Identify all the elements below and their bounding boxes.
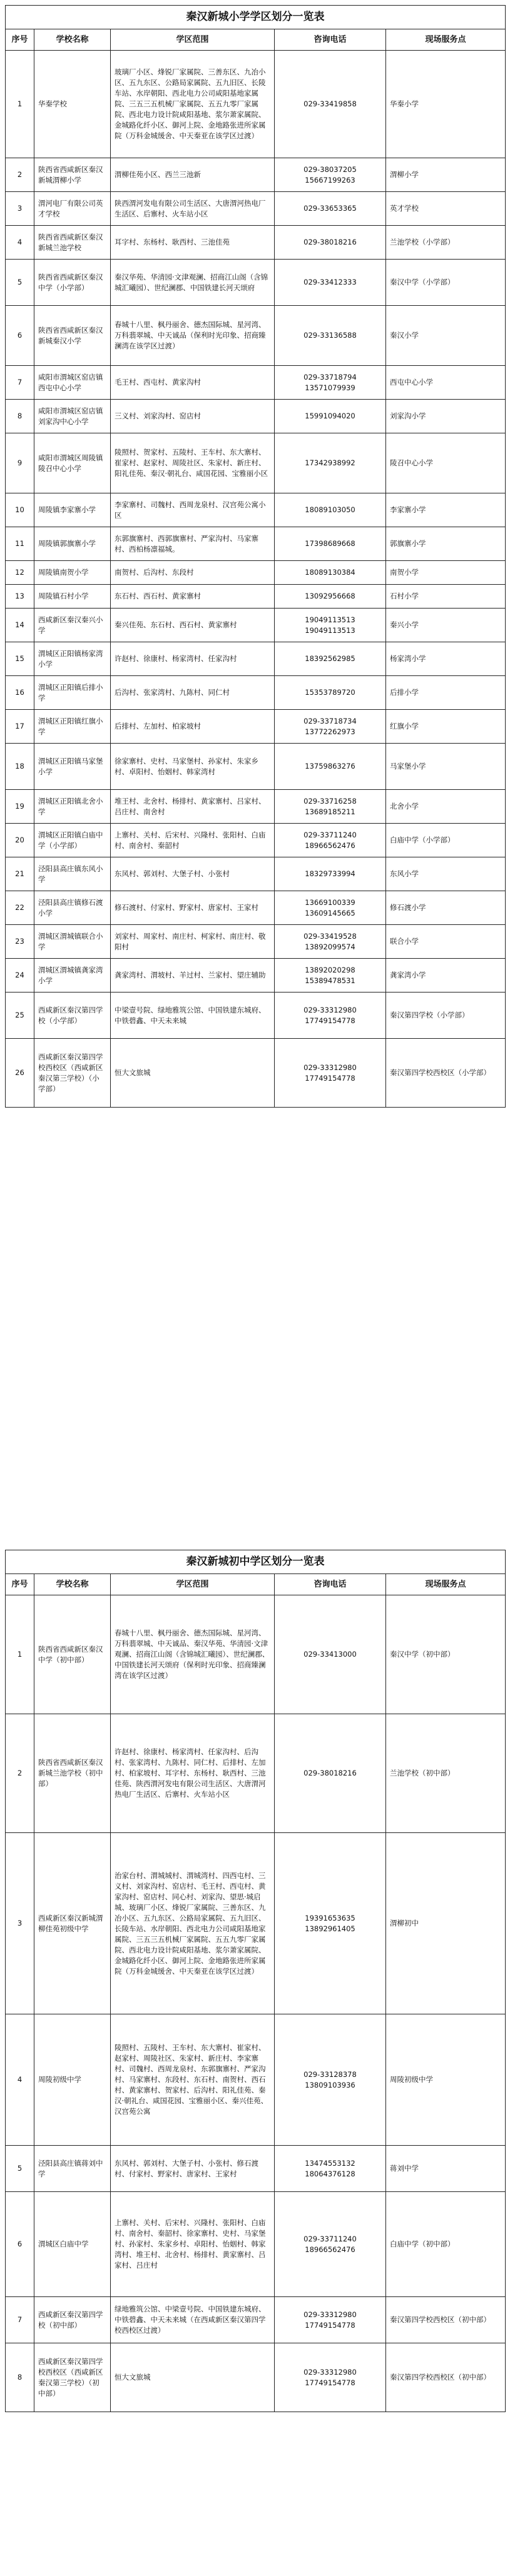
phone-cell: 029-33128378 13809103936 bbox=[275, 2014, 386, 2146]
phone-cell: 029-33718794 13571079939 bbox=[275, 366, 386, 400]
table-row bbox=[6, 2014, 506, 2146]
table-row bbox=[6, 561, 506, 585]
district-range-cell: 春城十八里、枫丹丽舍、德杰国际城、星河湾、万科翡翠城、中天诚品、秦汉华苑、华清园·文津观澜、招商江山阁（含锦城汇曦园）、世纪澜郡、中国铁建长河天颂府（保利时光印象、招商臻澜湾在该学区过渡） bbox=[111, 1595, 275, 1714]
table-row bbox=[6, 226, 506, 260]
phone-cell: 029-33711240 18966562476 bbox=[275, 824, 386, 857]
service-site-cell: 渭柳初中 bbox=[386, 1833, 506, 2014]
header-index: 序号 bbox=[6, 29, 34, 51]
index-cell: 24 bbox=[6, 959, 34, 993]
service-site-cell: 白庙中学（小学部） bbox=[386, 824, 506, 857]
table-row bbox=[6, 1039, 506, 1108]
school-name-cell: 渭城区白庙中学 bbox=[34, 2192, 111, 2297]
service-site-cell: 秦汉第四学校西校区（初中部） bbox=[386, 2343, 506, 2412]
service-site-cell: 郭旗寨小学 bbox=[386, 527, 506, 561]
index-cell: 8 bbox=[6, 2343, 34, 2412]
table-row bbox=[6, 790, 506, 824]
phone-cell: 029-33653365 bbox=[275, 192, 386, 226]
district-range-cell: 堆王村、北舍村、杨排村、黄家寨村、吕家村、吕庄村、南舍村 bbox=[111, 790, 275, 824]
school-name-cell: 华秦学校 bbox=[34, 51, 111, 158]
service-site-cell: 兰池学校（小学部） bbox=[386, 226, 506, 260]
index-cell: 9 bbox=[6, 433, 34, 493]
service-site-cell: 秦兴小学 bbox=[386, 609, 506, 642]
district-range-cell: 治家台村、渭城城村、渭城湾村、四西屯村、三义村、刘家沟村、窑店村、毛王村、西屯村、黄家沟村、窑店村、同心村、刘家沟、望思·城启城、玻璃厂小区、烽锐厂家属院、三善东区、九冶小区、五九东区、公路局家属院、五九旧区、长陵车站、水岸朝阳、西北电力公司咸阳基地家属院、三五三五机械厂家属院、五五九零厂家属院、西北电力设计院咸阳基地、浆尔萧家属院、金城路化纤小区、御河上院、金地路张进所家属院（万科金城缓舍、中天秦亚在该学区过渡） bbox=[111, 1833, 275, 2014]
primary-header-row bbox=[6, 29, 506, 51]
table-row bbox=[6, 1595, 506, 1714]
district-range-cell: 耳字村、东杨村、耿西村、三池佳苑 bbox=[111, 226, 275, 260]
district-range-cell: 刘家村、周家村、南庄村、柯家村、南庄村、敬阳村 bbox=[111, 925, 275, 959]
phone-cell: 029-38018216 bbox=[275, 1714, 386, 1833]
district-range-cell: 东风村、郭刘村、大堡子村、小张村 bbox=[111, 857, 275, 891]
index-cell: 11 bbox=[6, 527, 34, 561]
service-site-cell: 龚家湾小学 bbox=[386, 959, 506, 993]
school-name-cell: 渭城区正阳镇杨家湾小学 bbox=[34, 642, 111, 676]
school-name-cell: 咸阳市渭城区周陵镇陵召中心小学 bbox=[34, 433, 111, 493]
service-site-cell: 华秦小学 bbox=[386, 51, 506, 158]
school-name-cell: 周陵镇李家寨小学 bbox=[34, 493, 111, 527]
phone-cell: 15353789720 bbox=[275, 676, 386, 710]
table-row bbox=[6, 192, 506, 226]
school-name-cell: 咸阳市渭城区窑店镇刘家沟中心小学 bbox=[34, 400, 111, 433]
service-site-cell: 秦汉中学（初中部） bbox=[386, 1595, 506, 1714]
school-name-cell: 西咸新区秦汉第四学校西校区（西咸新区秦汉第三学校）（初中部） bbox=[34, 2343, 111, 2412]
index-cell: 2 bbox=[6, 1714, 34, 1833]
index-cell: 22 bbox=[6, 891, 34, 925]
district-range-cell: 后排村、左加村、柏家坡村 bbox=[111, 710, 275, 744]
school-name-cell: 咸阳市渭城区窑店镇西屯中心小学 bbox=[34, 366, 111, 400]
district-range-cell: 许赵村、徐康村、杨家湾村、任家沟村、后沟村、张家湾村、九陈村、同仁村、后排村、左加村、柏家坡村、耳字村、东杨村、耿西村、三池佳苑、陕西渭河发电有限公司生活区、大唐渭河热电厂生活区、后寨村、火车站小区 bbox=[111, 1714, 275, 1833]
district-range-cell: 春城十八里、枫丹丽舍、德杰国际城、星河湾、万科翡翠城、中天诚品（保利时光印象、招商臻澜湾在该学区过渡） bbox=[111, 306, 275, 366]
index-cell: 1 bbox=[6, 51, 34, 158]
phone-cell: 19049113513 19049113513 bbox=[275, 609, 386, 642]
school-name-cell: 周陵镇郭旗寨小学 bbox=[34, 527, 111, 561]
district-range-cell: 三义村、刘家沟村、窑店村 bbox=[111, 400, 275, 433]
header-index: 序号 bbox=[6, 1574, 34, 1595]
table-row bbox=[6, 2192, 506, 2297]
index-cell: 6 bbox=[6, 306, 34, 366]
table-row bbox=[6, 51, 506, 158]
table-row bbox=[6, 993, 506, 1039]
index-cell: 12 bbox=[6, 561, 34, 585]
service-site-cell: 英才学校 bbox=[386, 192, 506, 226]
index-cell: 20 bbox=[6, 824, 34, 857]
header-range: 学区范围 bbox=[111, 1574, 275, 1595]
school-name-cell: 西咸新区秦汉新城渭柳佳苑初级中学 bbox=[34, 1833, 111, 2014]
school-name-cell: 西咸新区秦汉秦兴小学 bbox=[34, 609, 111, 642]
school-name-cell: 渭城区正阳镇北舍小学 bbox=[34, 790, 111, 824]
index-cell: 23 bbox=[6, 925, 34, 959]
header-range: 学区范围 bbox=[111, 29, 275, 51]
service-site-cell: 陵召中心小学 bbox=[386, 433, 506, 493]
school-name-cell: 泾阳县高庄镇蒋刘中学 bbox=[34, 2146, 111, 2192]
service-site-cell: 西屯中心小学 bbox=[386, 366, 506, 400]
school-name-cell: 渭城区正阳镇白庙中学（小学部） bbox=[34, 824, 111, 857]
school-name-cell: 渭城区正阳镇马家堡小学 bbox=[34, 744, 111, 790]
index-cell: 25 bbox=[6, 993, 34, 1039]
index-cell: 7 bbox=[6, 366, 34, 400]
school-name-cell: 渭城区渭城镇龚家湾小学 bbox=[34, 959, 111, 993]
index-cell: 4 bbox=[6, 226, 34, 260]
school-name-cell: 陕西省西咸新区秦汉新城秦汉小学 bbox=[34, 306, 111, 366]
service-site-cell: 秦汉中学（小学部） bbox=[386, 260, 506, 306]
phone-cell: 19391653635 13892961405 bbox=[275, 1833, 386, 2014]
service-site-cell: 修石渡小学 bbox=[386, 891, 506, 925]
index-cell: 6 bbox=[6, 2192, 34, 2297]
district-range-cell: 上寨村、关村、后宋村、兴隆村、张阳村、白庙村、南舍村、秦韶村 bbox=[111, 824, 275, 857]
table-row bbox=[6, 710, 506, 744]
phone-cell: 029-33716258 13689185211 bbox=[275, 790, 386, 824]
service-site-cell: 渭柳小学 bbox=[386, 158, 506, 192]
phone-cell: 029-33136588 bbox=[275, 306, 386, 366]
district-range-cell: 秦兴佳苑、东石村、西石村、黄家寨村 bbox=[111, 609, 275, 642]
district-range-cell: 绿地雅筑公馆、中梁壹号院、中国铁建东城府、中铁碧鑫、中天未来城（在西咸新区秦汉第四学校西校区过渡） bbox=[111, 2297, 275, 2343]
primary-district-table bbox=[5, 5, 506, 1108]
table-row bbox=[6, 1833, 506, 2014]
primary-table-block bbox=[5, 5, 505, 1108]
table-row bbox=[6, 1714, 506, 1833]
school-name-cell: 西咸新区秦汉第四学校（初中部） bbox=[34, 2297, 111, 2343]
district-range-cell: 南贺村、后沟村、东段村 bbox=[111, 561, 275, 585]
index-cell: 5 bbox=[6, 2146, 34, 2192]
school-name-cell: 陕西省西咸新区秦汉新城兰池学校（初中部） bbox=[34, 1714, 111, 1833]
table-row bbox=[6, 959, 506, 993]
phone-cell: 029-38037205 15667199263 bbox=[275, 158, 386, 192]
school-name-cell: 西咸新区秦汉第四学校（小学部） bbox=[34, 993, 111, 1039]
school-name-cell: 陕西省西咸新区秦汉中学（小学部） bbox=[34, 260, 111, 306]
district-range-cell: 徐家寨村、史村、马家堡村、孙家村、朱家乡村、卓阳村、怡姻村、韩家湾村 bbox=[111, 744, 275, 790]
district-range-cell: 后沟村、张家湾村、九陈村、同仁村 bbox=[111, 676, 275, 710]
table-row bbox=[6, 824, 506, 857]
header-phone: 咨询电话 bbox=[275, 29, 386, 51]
service-site-cell: 石村小学 bbox=[386, 585, 506, 609]
service-site-cell: 联合小学 bbox=[386, 925, 506, 959]
middle-table-title: 秦汉新城初中学区划分一览表 bbox=[6, 1550, 506, 1574]
middle-header-row bbox=[6, 1574, 506, 1595]
table-row bbox=[6, 433, 506, 493]
district-range-cell: 东郭旗寨村、西郭旗寨村、严家沟村、马家寨村、西柏杨凛福城。 bbox=[111, 527, 275, 561]
index-cell: 21 bbox=[6, 857, 34, 891]
primary-table-body bbox=[6, 51, 506, 1108]
service-site-cell: 秦汉第四学校西校区（初中部） bbox=[386, 2297, 506, 2343]
table-row bbox=[6, 2297, 506, 2343]
index-cell: 1 bbox=[6, 1595, 34, 1714]
service-site-cell: 北舍小学 bbox=[386, 790, 506, 824]
phone-cell: 18392562985 bbox=[275, 642, 386, 676]
table-row bbox=[6, 366, 506, 400]
table-row bbox=[6, 2343, 506, 2412]
header-site: 现场服务点 bbox=[386, 1574, 506, 1595]
header-phone: 咨询电话 bbox=[275, 1574, 386, 1595]
table-row bbox=[6, 493, 506, 527]
service-site-cell: 秦汉第四学校西校区（小学部） bbox=[386, 1039, 506, 1108]
school-name-cell: 泾阳县高庄镇东风小学 bbox=[34, 857, 111, 891]
phone-cell: 029-33312980 17749154778 bbox=[275, 993, 386, 1039]
table-row bbox=[6, 609, 506, 642]
school-name-cell: 陕西省西咸新区秦汉新城兰池学校 bbox=[34, 226, 111, 260]
table-row bbox=[6, 158, 506, 192]
service-site-cell: 秦汉第四学校（小学部） bbox=[386, 993, 506, 1039]
school-name-cell: 泾阳县高庄镇修石渡小学 bbox=[34, 891, 111, 925]
service-site-cell: 南贺小学 bbox=[386, 561, 506, 585]
school-name-cell: 西咸新区秦汉第四学校西校区（西咸新区秦汉第三学校）（小学部） bbox=[34, 1039, 111, 1108]
school-name-cell: 周陵初级中学 bbox=[34, 2014, 111, 2146]
service-site-cell: 杨家湾小学 bbox=[386, 642, 506, 676]
phone-cell: 17398689668 bbox=[275, 527, 386, 561]
district-range-cell: 陵照村、贺家村、五陵村、王车村、东大寨村、崔家村、赵家村、周陵社区、朱家村、新庄村、阳礼佳苑、秦汉·朝礼台、咸国花园、宝雅丽小区 bbox=[111, 433, 275, 493]
phone-cell: 18329733994 bbox=[275, 857, 386, 891]
district-range-cell: 中梁壹号院、绿地雅筑公馆、中国铁建东城府、中铁碧鑫、中天未来城 bbox=[111, 993, 275, 1039]
district-range-cell: 恒大文旅城 bbox=[111, 1039, 275, 1108]
phone-cell: 15991094020 bbox=[275, 400, 386, 433]
service-site-cell: 李家寨小学 bbox=[386, 493, 506, 527]
school-name-cell: 陕西省西咸新区秦汉新城渭柳小学 bbox=[34, 158, 111, 192]
district-range-cell: 毛王村、西屯村、黄家沟村 bbox=[111, 366, 275, 400]
school-name-cell: 渭城区渭城镇联合小学 bbox=[34, 925, 111, 959]
service-site-cell: 蒋刘中学 bbox=[386, 2146, 506, 2192]
index-cell: 13 bbox=[6, 585, 34, 609]
header-school: 学校名称 bbox=[34, 29, 111, 51]
phone-cell: 13892020298 15389478531 bbox=[275, 959, 386, 993]
service-site-cell: 东风小学 bbox=[386, 857, 506, 891]
service-site-cell: 周陵初级中学 bbox=[386, 2014, 506, 2146]
index-cell: 18 bbox=[6, 744, 34, 790]
index-cell: 2 bbox=[6, 158, 34, 192]
table-row bbox=[6, 260, 506, 306]
phone-cell: 029-33718734 13772262973 bbox=[275, 710, 386, 744]
phone-cell: 17342938992 bbox=[275, 433, 386, 493]
service-site-cell: 红旗小学 bbox=[386, 710, 506, 744]
service-site-cell: 兰池学校（初中部） bbox=[386, 1714, 506, 1833]
phone-cell: 029-33711240 18966562476 bbox=[275, 2192, 386, 2297]
phone-cell: 029-33412333 bbox=[275, 260, 386, 306]
primary-title-row bbox=[6, 6, 506, 29]
table-row bbox=[6, 642, 506, 676]
table-row bbox=[6, 527, 506, 561]
district-range-cell: 李家寨村、司魏村、西周龙泉村、汉宫苑公寓小区 bbox=[111, 493, 275, 527]
district-range-cell: 玻璃厂小区、烽锐厂家属院、三善东区、九冶小区、五九东区、公路局家属院、五九旧区、长陵车站、水岸朝阳、西北电力公司咸阳基地家属院、三五三五机械厂家属院、五五九零厂家属院、西北电力设计院咸阳基地、浆尔萧家属院、金城路化纤小区、御河上院、金地路张进所家属院（万科金城缓舍、中天秦亚在该学区过渡） bbox=[111, 51, 275, 158]
index-cell: 16 bbox=[6, 676, 34, 710]
header-site: 现场服务点 bbox=[386, 29, 506, 51]
school-name-cell: 渭城区正阳镇后排小学 bbox=[34, 676, 111, 710]
phone-cell: 13759863276 bbox=[275, 744, 386, 790]
school-name-cell: 周陵镇石村小学 bbox=[34, 585, 111, 609]
index-cell: 17 bbox=[6, 710, 34, 744]
service-site-cell: 后排小学 bbox=[386, 676, 506, 710]
district-range-cell: 许赵村、徐康村、杨家湾村、任家沟村 bbox=[111, 642, 275, 676]
district-range-cell: 上寨村、关村、后宋村、兴隆村、张阳村、白庙村、南舍村、秦韶村、徐家寨村、史村、马家堡村、孙家村、朱家乡村、卓阳村、怡姻村、韩家湾村、堆王村、北舍村、杨排村、黄家寨村、吕家村、吕庄村 bbox=[111, 2192, 275, 2297]
table-row bbox=[6, 2146, 506, 2192]
table-row bbox=[6, 857, 506, 891]
middle-table-body bbox=[6, 1595, 506, 2412]
district-range-cell: 陵照村、五陵村、王车村、东大寨村、崔家村、赵家村、周陵社区、朱家村、新庄村、李家寨村、司魏村、西周龙泉村、东郭旗寨村、严家沟村、马家寨村、东段村、东石村、南贺村、西石村、黄家寨村、贺家村、后沟村、阳礼佳苑、秦汉·朝礼台、咸国花园、宝雅丽小区、秦兴佳苑、汉宫苑公寓 bbox=[111, 2014, 275, 2146]
phone-cell: 13474553132 18064376128 bbox=[275, 2146, 386, 2192]
table-row bbox=[6, 891, 506, 925]
school-name-cell: 渭城区正阳镇红旗小学 bbox=[34, 710, 111, 744]
index-cell: 3 bbox=[6, 192, 34, 226]
service-site-cell: 马家堡小学 bbox=[386, 744, 506, 790]
index-cell: 5 bbox=[6, 260, 34, 306]
school-name-cell: 渭河电厂有限公司英才学校 bbox=[34, 192, 111, 226]
district-range-cell: 东风村、郭刘村、大堡子村、小张村、修石渡村、付家村、野家村、唐家村、王家村 bbox=[111, 2146, 275, 2192]
table-row bbox=[6, 925, 506, 959]
district-range-cell: 渭柳佳苑小区、西兰三池新 bbox=[111, 158, 275, 192]
table-row bbox=[6, 585, 506, 609]
middle-title-row bbox=[6, 1550, 506, 1574]
phone-cell: 029-33413000 bbox=[275, 1595, 386, 1714]
index-cell: 8 bbox=[6, 400, 34, 433]
index-cell: 15 bbox=[6, 642, 34, 676]
index-cell: 7 bbox=[6, 2297, 34, 2343]
district-range-cell: 修石渡村、付家村、野家村、唐家村、王家村 bbox=[111, 891, 275, 925]
school-name-cell: 周陵镇南贺小学 bbox=[34, 561, 111, 585]
index-cell: 4 bbox=[6, 2014, 34, 2146]
phone-cell: 029-33419858 bbox=[275, 51, 386, 158]
table-row bbox=[6, 744, 506, 790]
phone-cell: 13669100339 13609145665 bbox=[275, 891, 386, 925]
index-cell: 3 bbox=[6, 1833, 34, 2014]
district-range-cell: 东石村、西石村、黄家寨村 bbox=[111, 585, 275, 609]
district-range-cell: 恒大文旅城 bbox=[111, 2343, 275, 2412]
school-name-cell: 陕西省西咸新区秦汉中学（初中部） bbox=[34, 1595, 111, 1714]
phone-cell: 029-33419528 13892099574 bbox=[275, 925, 386, 959]
phone-cell: 18089130384 bbox=[275, 561, 386, 585]
service-site-cell: 白庙中学（初中部） bbox=[386, 2192, 506, 2297]
table-row bbox=[6, 400, 506, 433]
service-site-cell: 刘家沟小学 bbox=[386, 400, 506, 433]
phone-cell: 029-38018216 bbox=[275, 226, 386, 260]
table-row bbox=[6, 676, 506, 710]
district-range-cell: 龚家湾村、渭坡村、羊过村、兰家村、望庄辅助 bbox=[111, 959, 275, 993]
phone-cell: 029-33312980 17749154778 bbox=[275, 2343, 386, 2412]
index-cell: 26 bbox=[6, 1039, 34, 1108]
phone-cell: 029-33312980 17749154778 bbox=[275, 1039, 386, 1108]
phone-cell: 18089103050 bbox=[275, 493, 386, 527]
middle-district-table bbox=[5, 1550, 506, 2412]
header-school: 学校名称 bbox=[34, 1574, 111, 1595]
index-cell: 10 bbox=[6, 493, 34, 527]
index-cell: 14 bbox=[6, 609, 34, 642]
middle-table-block bbox=[5, 1550, 505, 2412]
district-range-cell: 秦汉华苑、华清园·文津观澜、招商江山阁（含锦城汇曦园）、世纪澜郡、中国铁建长河天颂府 bbox=[111, 260, 275, 306]
service-site-cell: 秦汉小学 bbox=[386, 306, 506, 366]
index-cell: 19 bbox=[6, 790, 34, 824]
table-row bbox=[6, 306, 506, 366]
phone-cell: 029-33312980 17749154778 bbox=[275, 2297, 386, 2343]
district-range-cell: 陕西渭河发电有限公司生活区、大唐渭河热电厂生活区、后寨村、火车站小区 bbox=[111, 192, 275, 226]
primary-table-title: 秦汉新城小学学区划分一览表 bbox=[6, 6, 506, 29]
phone-cell: 13092956668 bbox=[275, 585, 386, 609]
